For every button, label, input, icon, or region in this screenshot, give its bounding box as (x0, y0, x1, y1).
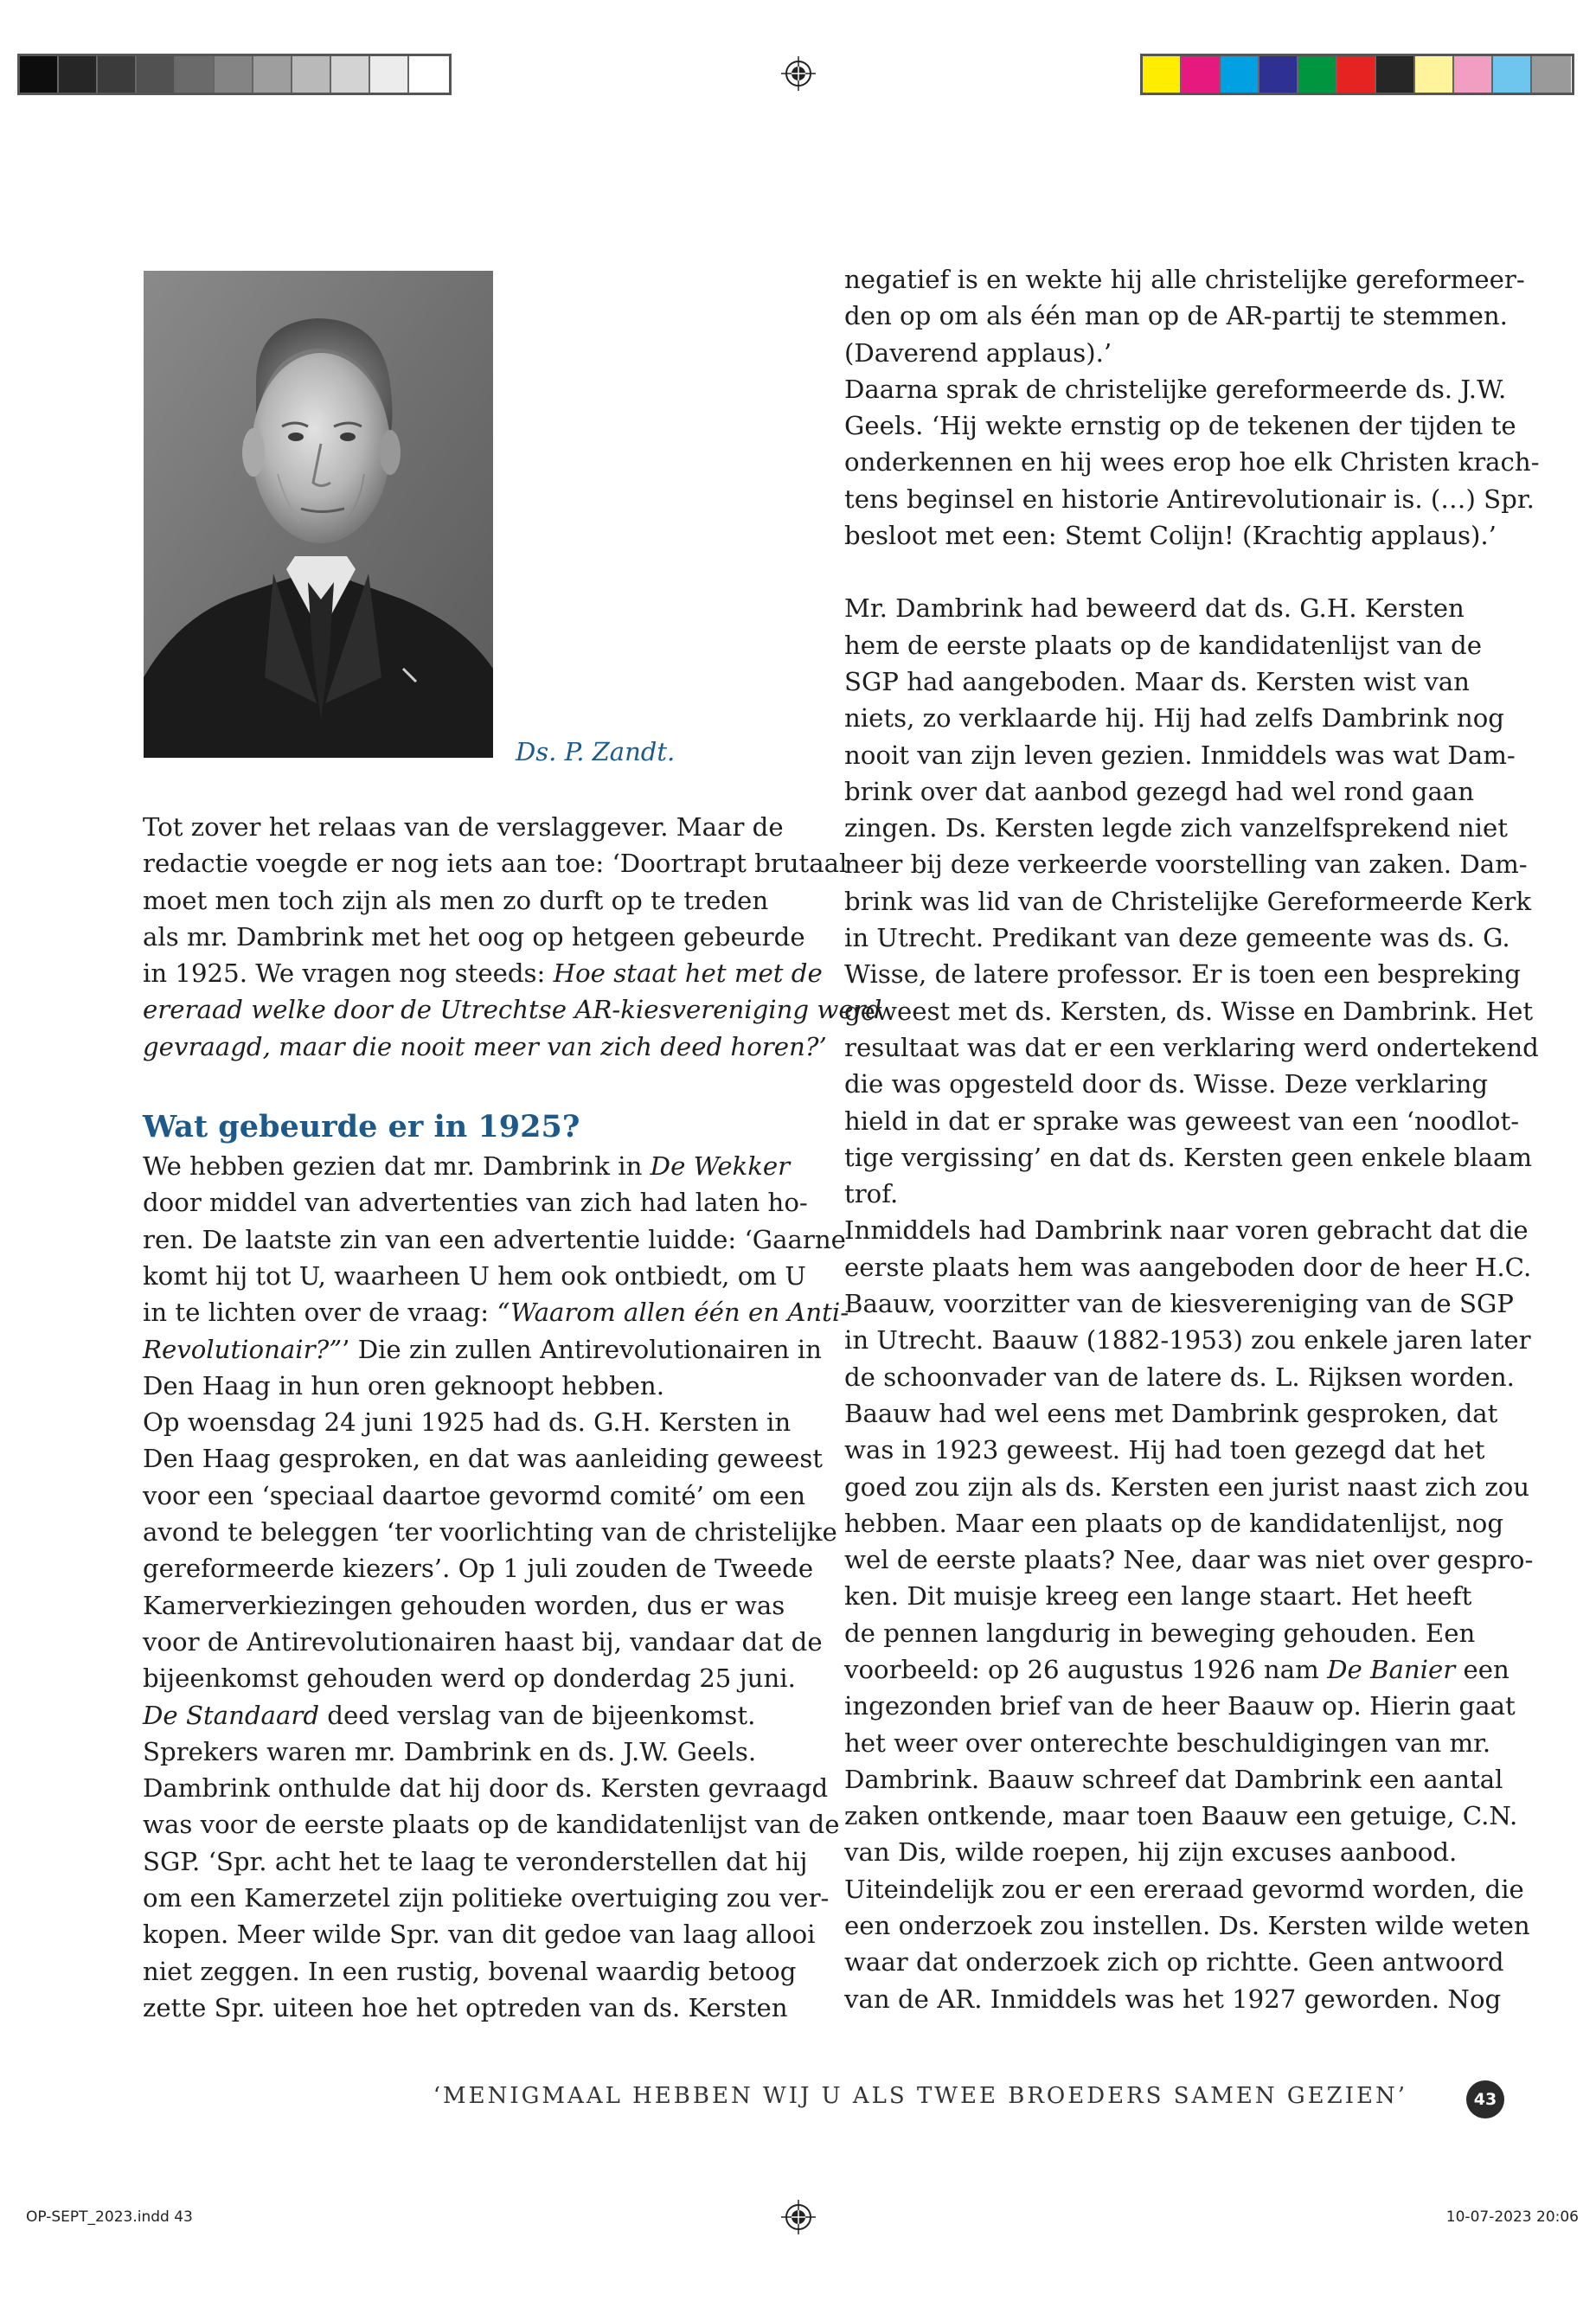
text-line: hield in dat er sprake was geweest van een ‘noodlot- (844, 1106, 1520, 1136)
text-line: zingen. Ds. Kersten legde zich vanzelfsprekend niet (844, 813, 1508, 843)
text-line: bijeenkomst gehouden werd op donderdag 25 juni. (143, 1663, 796, 1694)
gray-swatch (331, 56, 370, 93)
text-line: Kamerverkiezingen gehouden worden, dus er was (143, 1590, 785, 1620)
paragraph-redactie (143, 809, 882, 1065)
text-line: van Dis, wilde roepen, hij zijn excuses aanbood. (844, 1837, 1458, 1868)
slug-timestamp: 10-07-2023 20:06 (1445, 2208, 1579, 2226)
slug-filename: OP-SEPT_2023.indd 43 (26, 2208, 193, 2226)
text-line: niets, zo verklaarde hij. Hij had zelfs Dambrink nog (844, 703, 1504, 734)
paragraph-advertentie (143, 1148, 849, 1404)
text-line: besloot met een: Stemt Colijn! (Krachtig applaus).’ (844, 521, 1497, 551)
text-line: Tot zover het relaas van de verslaggever. Maar de (143, 812, 784, 842)
text-line: eerste plaats hem was aangeboden door de heer H.C. (844, 1252, 1532, 1282)
text-line: was in 1923 geweest. Hij had toen gezegd dat het (844, 1435, 1485, 1465)
registration-mark-icon (781, 56, 816, 91)
text-line: den op om als één man op de AR-partij te stemmen. (844, 301, 1508, 331)
text-line: van de AR. Inmiddels was het 1927 geworden. Nog (844, 1984, 1502, 2014)
color-swatch (1143, 56, 1182, 93)
text-line: een onderzoek zou instellen. Ds. Kersten wilde weten (844, 1911, 1530, 1941)
process-color-bar (1140, 54, 1574, 95)
text-line: (Daverend applaus).’ (844, 337, 1112, 368)
text-line: om een Kamerzetel zijn politieke overtuiging zou ver- (143, 1883, 830, 1913)
text-line: waar dat onderzoek zich op richtte. Geen antwoord (844, 1947, 1504, 1977)
text-line: Revolutionair?”’ Die zin zullen Antirevolutionairen in (143, 1334, 822, 1364)
right-text-column (844, 261, 1540, 2017)
text-line: Den Haag gesproken, en dat was aanleiding geweest (143, 1444, 824, 1474)
paragraph-geels (844, 371, 1540, 554)
text-line: komt hij tot U, waarheen U hem ook ontbiedt, om U (143, 1260, 806, 1291)
text-line: ren. De laatste zin van een advertentie luidde: ‘Gaarne (143, 1224, 846, 1254)
text-line: Sprekers waren mr. Dambrink en ds. J.W. Geels. (143, 1736, 757, 1766)
text-line: wel de eerste plaats? Nee, daar was niet over gespro- (844, 1545, 1534, 1575)
text-line: De Standaard deed verslag van de bijeenkomst. (143, 1700, 756, 1730)
color-swatch (1376, 56, 1415, 93)
text-line: avond te beleggen ‘ter voorlichting van de christelijke (143, 1517, 837, 1548)
page-number-badge: 43 (1466, 2080, 1504, 2118)
paragraph-baauw (844, 1212, 1534, 2017)
gray-swatch (409, 56, 448, 93)
gray-swatch (176, 56, 215, 93)
text-line: was voor de eerste plaats op de kandidatenlijst van de (143, 1810, 840, 1840)
text-line: gereformeerde kiezers’. Op 1 juli zouden de Tweede (143, 1554, 814, 1584)
running-footer-title: ‘MENIGMAAL HEBBEN WIJ U ALS TWEE BROEDERS SAMEN GEZIEN’ (433, 2083, 1407, 2109)
portrait-photo (144, 271, 493, 758)
text-line: zaken ontkende, maar toen Baauw een getuige, C.N. (844, 1801, 1518, 1831)
text-line: neer bij deze verkeerde voorstelling van zaken. Dam- (844, 849, 1528, 880)
text-line: tens beginsel en historie Antirevolutionair is. (…) Spr. (844, 484, 1535, 514)
text-line: goed zou zijn als ds. Kersten een jurist naast zich zou (844, 1471, 1530, 1502)
text-line: onderkennen en hij wees erop hoe elk Christen krach- (844, 447, 1540, 478)
text-line: brink over dat aanbod gezegd had wel rond gaan (844, 776, 1475, 806)
text-line: hem de eerste plaats op de kandidatenlijst van de (844, 630, 1483, 660)
color-swatch (1454, 56, 1493, 93)
text-line: Inmiddels had Dambrink naar voren gebracht dat die (844, 1215, 1529, 1246)
registration-mark-icon (781, 2200, 816, 2234)
color-swatch (1298, 56, 1337, 93)
color-swatch (1259, 56, 1298, 93)
text-line: Uiteindelijk zou er een ereraad gevormd worden, die (844, 1874, 1524, 1904)
text-line: We hebben gezien dat mr. Dambrink in De Wekker (143, 1151, 791, 1182)
text-line: de schoonvader van de latere ds. L. Rijksen worden. (844, 1362, 1515, 1392)
text-line: redactie voegde er nog iets aan toe: ‘Doortrapt brutaal (143, 849, 848, 879)
gray-swatch (137, 56, 176, 93)
text-line: niet zeggen. In een rustig, bovenal waardig betoog (143, 1956, 797, 1986)
text-line: Den Haag in hun oren geknoopt hebben. (143, 1370, 664, 1400)
gray-swatch (370, 56, 409, 93)
text-line: in Utrecht. Baauw (1882-1953) zou enkele jaren later (844, 1325, 1531, 1356)
text-line: Wisse, de latere professor. Er is toen een bespreking (844, 959, 1521, 990)
gray-swatch (20, 56, 59, 93)
text-line: als mr. Dambrink met het oog op hetgeen gebeurde (143, 921, 805, 952)
text-line: Dambrink onthulde dat hij door ds. Kersten gevraagd (143, 1773, 829, 1804)
grayscale-color-bar (17, 54, 452, 95)
text-line: SGP. ‘Spr. acht het te laag te veronderstellen dat hij (143, 1846, 808, 1876)
spacer (143, 1065, 817, 1101)
text-line: negatief is en wekte hij alle christelijke gereformeer- (844, 265, 1525, 294)
gray-swatch (98, 56, 137, 93)
text-line: Daarna sprak de christelijke gereformeerde ds. J.W. (844, 374, 1507, 404)
color-swatch (1182, 56, 1221, 93)
text-line: Mr. Dambrink had beweerd dat ds. G.H. Kersten (844, 593, 1465, 624)
text-line: ereraad welke door de Utrechtse AR-kiesvereniging werd (143, 995, 882, 1025)
text-line: Baauw, voorzitter van de kiesvereniging van de SGP (844, 1289, 1514, 1319)
text-line: Op woensdag 24 juni 1925 had ds. G.H. Kersten in (143, 1407, 792, 1438)
photo-caption: Ds. P. Zandt. (516, 737, 676, 766)
text-line: brink was lid van de Christelijke Gereformeerde Kerk (844, 886, 1532, 916)
color-swatch (1221, 56, 1259, 93)
text-line: die was opgesteld door ds. Wisse. Deze verklaring (844, 1069, 1489, 1099)
text-line: in Utrecht. Predikant van deze gemeente was ds. G. (844, 923, 1510, 953)
text-line: moet men toch zijn als men zo durft op te treden (143, 885, 769, 915)
text-line: de pennen langdurig in beweging gehouden. Een (844, 1618, 1476, 1648)
text-line: trof. (844, 1179, 899, 1209)
gray-swatch (253, 56, 292, 93)
text-line: Dambrink. Baauw schreef dat Dambrink een aantal (844, 1764, 1503, 1794)
text-line: ingezonden brief van de heer Baauw op. Hierin gaat (844, 1691, 1516, 1721)
text-line: Geels. ‘Hij wekte ernstig op de tekenen der tijden te (844, 411, 1516, 441)
text-line: gevraagd, maar die nooit meer van zich deed horen?’ (143, 1031, 827, 1061)
text-line: zette Spr. uiteen hoe het optreden van ds. Kersten (143, 1992, 788, 2022)
gray-swatch (59, 56, 98, 93)
text-line: hebben. Maar een plaats op de kandidatenlijst, nog (844, 1508, 1504, 1538)
text-line: voor de Antirevolutionairen haast bij, vandaar dat de (143, 1626, 823, 1657)
paragraph-kersten (844, 590, 1539, 1212)
text-line: in te lichten over de vraag: “Waarom allen één en Anti- (143, 1298, 849, 1328)
color-swatch (1415, 56, 1454, 93)
text-line: resultaat was dat er een verklaring werd ondertekend (844, 1032, 1539, 1062)
text-line: het weer over onterechte beschuldigingen van mr. (844, 1727, 1491, 1758)
text-line: SGP had aangeboden. Maar ds. Kersten wist van (844, 666, 1470, 696)
text-line: voor een ‘speciaal daartoe gevormd comité’ om een (143, 1480, 806, 1510)
text-line: nooit van zijn leven gezien. Inmiddels was wat Dam- (844, 740, 1516, 770)
text-line: ken. Dit muisje kreeg een lange staart. Het heeft (844, 1581, 1472, 1612)
text-line: tige vergissing’ en dat ds. Kersten geen enkele blaam (844, 1142, 1533, 1172)
section-heading: Wat gebeurde er in 1925? (143, 1109, 580, 1145)
paragraph-dambrink-slot (844, 261, 1525, 371)
color-swatch (1493, 56, 1532, 93)
text-line: kopen. Meer wilde Spr. van dit gedoe van laag allooi (143, 1920, 816, 1950)
text-line: door middel van advertenties van zich had laten ho- (143, 1188, 808, 1218)
text-line: in 1925. We vragen nog steeds: Hoe staat het met de (143, 958, 823, 989)
paragraph-bijeenkomst (143, 1404, 840, 2026)
gray-swatch (292, 56, 331, 93)
color-swatch (1337, 56, 1376, 93)
spacer (844, 554, 1502, 590)
text-line: geweest met ds. Kersten, ds. Wisse en Dambrink. Het (844, 996, 1534, 1026)
color-swatch (1532, 56, 1571, 93)
text-line: voorbeeld: op 26 augustus 1926 nam De Banier een (844, 1654, 1509, 1684)
gray-swatch (215, 56, 253, 93)
text-line: Baauw had wel eens met Dambrink gesproken, dat (844, 1398, 1498, 1428)
